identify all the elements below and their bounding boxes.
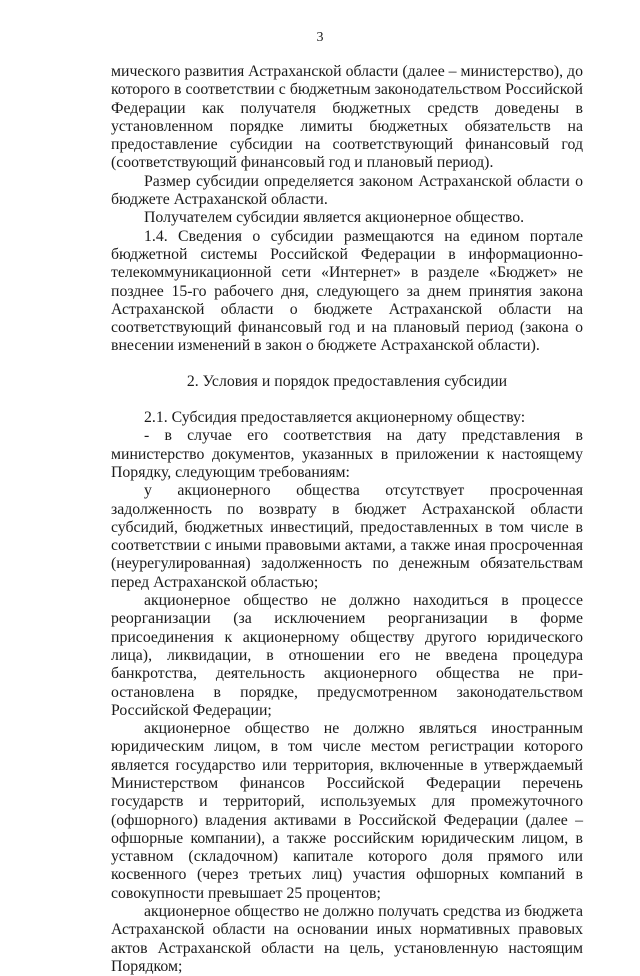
paragraph: у акционерного общества отсутствует просроченная задолженность по возврату в бюджет Астраханской области субсидий, бюджетных инвестиций, предоставленных в том числе в соответствии с иными правовыми актами, а также иная просроченная (неурегулированная) задолженность по денежным обязательствам перед Астраханской областью; — [111, 482, 583, 591]
paragraph: акционерное общество не должно получать средства из бюджета Астраханской области на основании иных нормативных правовых актов Астраханской области на цель, установленную настоящим Порядком; — [111, 903, 583, 975]
paragraph: акционерное общество не должно являться иностранным юридическим лицом, в том числе местом регистрации которого является государство или территория, включенные в утверждаемый Министерством финансов Российской Федерации перечень государств и территорий, используемых для промежуточного (офшорного) владения активами в Российской Федерации (далее – офшорные компании), а также российским юридическим лицом, в уставном (складочном) капитале которого доля прямого или косвенного (через третьих лиц) участия офшорных компаний в совокупности превышает 25 процентов; — [111, 720, 583, 902]
paragraph: мического развития Астраханской области (далее – министерство), до которого в соответствии с бюджетным законодательством Российской Федерации как получателя бюджетных средств доведены в установленном порядке лимиты бюджетных обязательств на предоставление субсидии на соответствующий финансовый год (соответствующий финансовый год и плановый период). — [111, 63, 583, 172]
page-number: 3 — [316, 30, 324, 45]
section-heading: 2. Условия и порядок предоставления субсидии — [186, 372, 508, 390]
paragraph: 1.4. Сведения о субсидии размещаются на едином портале бюджетной системы Российской Федерации в информационно-телекоммуникационной сети «Интернет» в разделе «Бюджет» не позднее 15-го рабочего дня, следующего за днем принятия закона Астраханской области о бюджете Астраханской области на соответствующий финансовый год и на плановый период (закона о внесении изменений в закон о бюджете Астраханской области). — [111, 227, 583, 355]
paragraph: акционерное общество не должно находиться в процессе реорганизации (за исключением реорганизации в форме присоединения к акционерному обществу другого юридического лица), ликвидации, в отношении его не введена процедура банкротства, деятельность акционерного общества не приостановлена в порядке, предусмотренном законодательством Российской Федерации; — [111, 592, 583, 719]
paragraph: - в случае его соответствия на дату представления в министерство документов, указанных в приложении к настоящему Порядку, следующим требованиям: — [111, 427, 583, 481]
document-body — [111, 63, 583, 976]
paragraph: 2.1. Субсидия предоставляется акционерному обществу: — [144, 409, 526, 427]
paragraph: Размер субсидии определяется законом Астраханской области о бюджете Астраханской области. — [111, 172, 583, 209]
paragraph: Получателем субсидии является акционерное общество. — [144, 209, 525, 227]
